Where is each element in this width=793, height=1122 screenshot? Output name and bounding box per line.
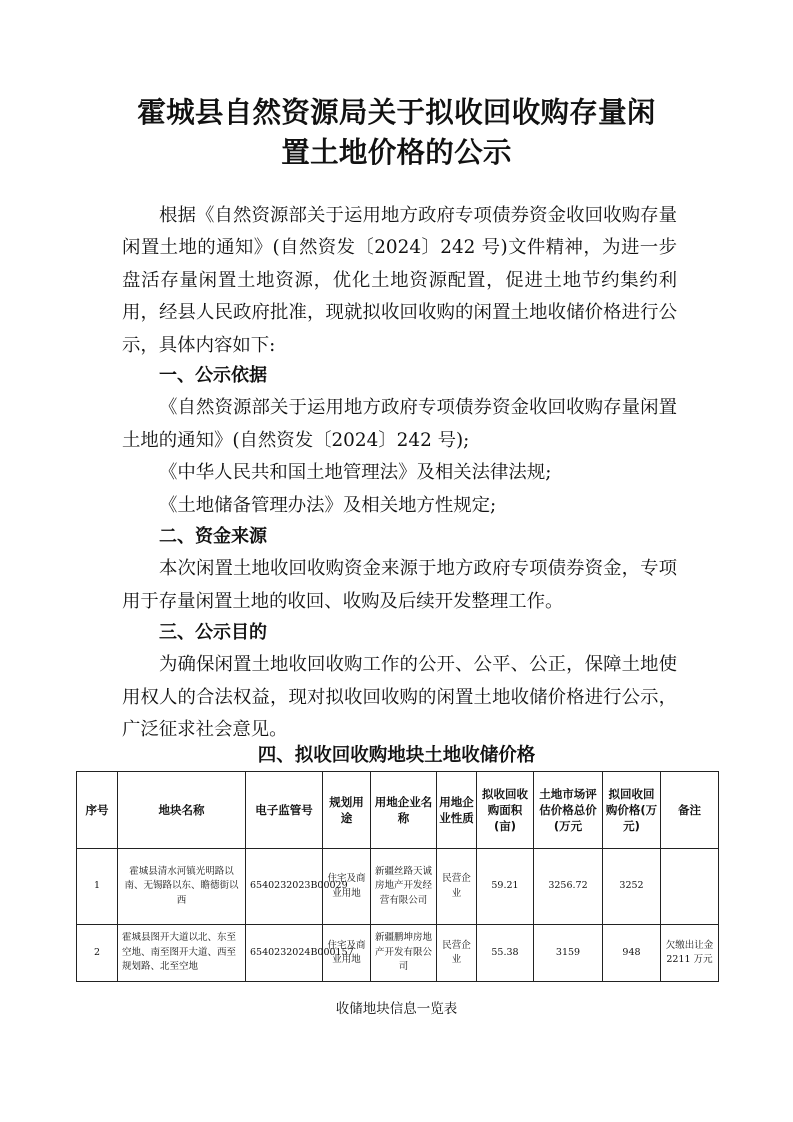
title-line-1: 霍城县自然资源局关于拟收回收购存量闲 — [137, 95, 656, 129]
basis-heading: 一、公示依据 — [159, 365, 267, 386]
cell-planned-use: 住宅及商业用地 — [323, 849, 371, 925]
cell-index: 2 — [77, 925, 118, 982]
col-header-index: 序号 — [77, 772, 118, 849]
cell-enterprise-type: 民营企业 — [437, 849, 477, 925]
col-header-appraisal-price: 土地市场评估价格总价(万元 — [534, 772, 603, 849]
cell-buyback-price: 948 — [603, 925, 661, 982]
purpose-heading: 三、公示目的 — [159, 622, 267, 643]
cell-area: 55.38 — [477, 925, 534, 982]
table-header-row — [77, 772, 719, 849]
cell-buyback-price: 3252 — [603, 849, 661, 925]
table-row — [77, 925, 719, 982]
document-title — [0, 92, 793, 172]
cell-enterprise-type: 民营企业 — [437, 925, 477, 982]
col-header-enterprise-type: 用地企业性质 — [437, 772, 477, 849]
cell-parcel-name: 霍城县清水河镇光明路以南、无锡路以东、瞻德街以西 — [118, 849, 246, 925]
purpose-paragraph: 为确保闲置土地收回收购工作的公开、公平、公正，保障土地使用权人的合法权益，现对拟收回收购的闲置土地收储价格进行公示，广泛征求社会意见。 — [122, 654, 677, 741]
intro-paragraph: 根据《自然资源部关于运用地方政府专项债券资金收回收购存量闲置土地的通知》(自然资发〔2024〕242 号)文件精神，为进一步盘活存量闲置土地资源，优化土地资源配置，促进土地节约集约利用，经县人民政府批准，现就拟收回收购的闲置土地收储价格进行公示，具体内容如下: — [122, 205, 677, 356]
basis-item-2: 《中华人民共和国土地管理法》及相关法律法规; — [159, 462, 552, 484]
cell-enterprise-name: 新疆丝路天诚房地产开发经营有限公司 — [371, 849, 437, 925]
cell-enterprise-name: 新疆鹏坤房地产开发有限公司 — [371, 925, 437, 982]
prices-heading: 四、拟收回收购地块土地收储价格 — [257, 745, 536, 766]
col-header-supervision-no: 电子监管号 — [246, 772, 323, 849]
cell-parcel-name: 霍城县图开大道以北、东至空地、南至图开大道、西至规划路、北至空地 — [118, 925, 246, 982]
col-header-area: 拟收回收购面积(亩) — [477, 772, 534, 849]
land-price-table — [76, 771, 719, 982]
funds-section — [122, 521, 677, 618]
cell-appraisal-price: 3159 — [534, 925, 603, 982]
col-header-parcel-name: 地块名称 — [118, 772, 246, 849]
intro-section — [122, 200, 677, 362]
title-line-2: 置土地价格的公示 — [281, 135, 512, 169]
basis-item-3: 《土地储备管理办法》及相关地方性规定; — [159, 494, 497, 516]
table-caption: 收储地块信息一览表 — [335, 1001, 458, 1017]
col-header-enterprise-name: 用地企业名称 — [371, 772, 437, 849]
cell-appraisal-price: 3256.72 — [534, 849, 603, 925]
cell-area: 59.21 — [477, 849, 534, 925]
funds-heading: 二、资金来源 — [159, 526, 267, 547]
col-header-remarks: 备注 — [661, 772, 719, 849]
cell-supervision-no: 6540232023B00029 — [246, 849, 323, 925]
col-header-buyback-price: 拟回收回购价格(万元) — [603, 772, 661, 849]
cell-planned-use: 住宅及商业用地 — [323, 925, 371, 982]
funds-paragraph: 本次闲置土地收回收购资金来源于地方政府专项债券资金，专项用于存量闲置土地的收回、收购及后续开发整理工作。 — [122, 558, 677, 612]
table-row — [77, 849, 719, 925]
cell-remarks: 欠缴出让金 2211 万元 — [661, 925, 719, 982]
col-header-planned-use: 规划用途 — [323, 772, 371, 849]
cell-index: 1 — [77, 849, 118, 925]
cell-supervision-no: 6540232024B000157 — [246, 925, 323, 982]
basis-section — [122, 360, 677, 522]
basis-item-1: 《自然资源部关于运用地方政府专项债券资金收回收购存量闲置土地的通知》(自然资发〔2024〕242 号); — [122, 397, 677, 451]
purpose-section — [122, 617, 677, 747]
cell-remarks — [661, 849, 719, 925]
